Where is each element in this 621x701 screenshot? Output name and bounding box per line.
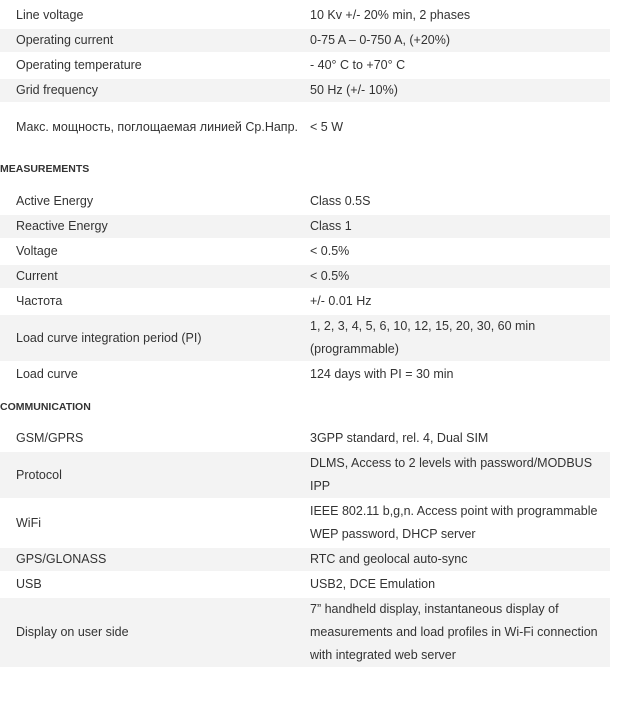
spec-label: Protocol xyxy=(0,451,307,499)
spec-value: < 5 W xyxy=(307,103,610,151)
spec-label: Частота xyxy=(0,289,307,314)
spec-value: - 40° C to +70° C xyxy=(307,53,610,78)
table-row xyxy=(0,597,610,668)
spec-value: USB2, DCE Emulation xyxy=(307,572,610,597)
table-row xyxy=(0,239,610,264)
table-row xyxy=(0,499,610,547)
table-row xyxy=(0,362,610,387)
spec-value: +/- 0.01 Hz xyxy=(307,289,610,314)
communication-heading: COMMUNICATION xyxy=(0,401,91,413)
table-row xyxy=(0,427,610,451)
table-row xyxy=(0,78,610,103)
spec-value: 1, 2, 3, 4, 5, 6, 10, 12, 15, 20, 30, 60 min (programmable) xyxy=(307,314,610,362)
spec-label: GPS/GLONASS xyxy=(0,547,307,572)
spec-label: WiFi xyxy=(0,499,307,547)
spec-label: Grid frequency xyxy=(0,78,307,103)
spec-label: GSM/GPRS xyxy=(0,427,307,451)
table-row xyxy=(0,4,610,28)
spec-value: IEEE 802.11 b,g,n. Access point with programmable WEP password, DHCP server xyxy=(307,499,610,547)
table-row xyxy=(0,103,610,151)
table-row xyxy=(0,314,610,362)
spec-label: Current xyxy=(0,264,307,289)
communication-table xyxy=(0,427,610,669)
spec-value: 124 days with PI = 30 min xyxy=(307,362,610,387)
spec-value: Class 0.5S xyxy=(307,190,610,214)
table-row xyxy=(0,547,610,572)
spec-value: < 0.5% xyxy=(307,264,610,289)
spec-label: USB xyxy=(0,572,307,597)
table-row xyxy=(0,264,610,289)
spec-value: 50 Hz (+/- 10%) xyxy=(307,78,610,103)
table-row xyxy=(0,572,610,597)
spec-label: Voltage xyxy=(0,239,307,264)
spec-label: Line voltage xyxy=(0,4,307,28)
spec-value: Class 1 xyxy=(307,214,610,239)
specifications xyxy=(0,4,610,669)
measurements-table xyxy=(0,190,610,388)
spec-label: Load curve xyxy=(0,362,307,387)
spec-label: Display on user side xyxy=(0,597,307,668)
table-row xyxy=(0,289,610,314)
spec-value: 7” handheld display, instantaneous display of measurements and load profiles in Wi-Fi connection with integrated web server xyxy=(307,597,610,668)
spec-label: Load curve integration period (PI) xyxy=(0,314,307,362)
spec-value: < 0.5% xyxy=(307,239,610,264)
spec-value: 3GPP standard, rel. 4, Dual SIM xyxy=(307,427,610,451)
spec-label: Active Energy xyxy=(0,190,307,214)
spec-value: 0-75 A – 0-750 A, (+20%) xyxy=(307,28,610,53)
table-row xyxy=(0,28,610,53)
table-row xyxy=(0,53,610,78)
spec-value: RTC and geolocal auto-sync xyxy=(307,547,610,572)
spec-label: Reactive Energy xyxy=(0,214,307,239)
spec-label: Макс. мощность, поглощаемая линией Ср.Напр. xyxy=(0,103,307,151)
spec-label: Operating temperature xyxy=(0,53,307,78)
table-row xyxy=(0,451,610,499)
spec-value: 10 Kv +/- 20% min, 2 phases xyxy=(307,4,610,28)
measurements-heading: MEASUREMENTS xyxy=(0,163,90,175)
power-table xyxy=(0,4,610,152)
spec-value: DLMS, Access to 2 levels with password/MODBUS IPP xyxy=(307,451,610,499)
table-row xyxy=(0,190,610,214)
spec-label: Operating current xyxy=(0,28,307,53)
table-row xyxy=(0,214,610,239)
